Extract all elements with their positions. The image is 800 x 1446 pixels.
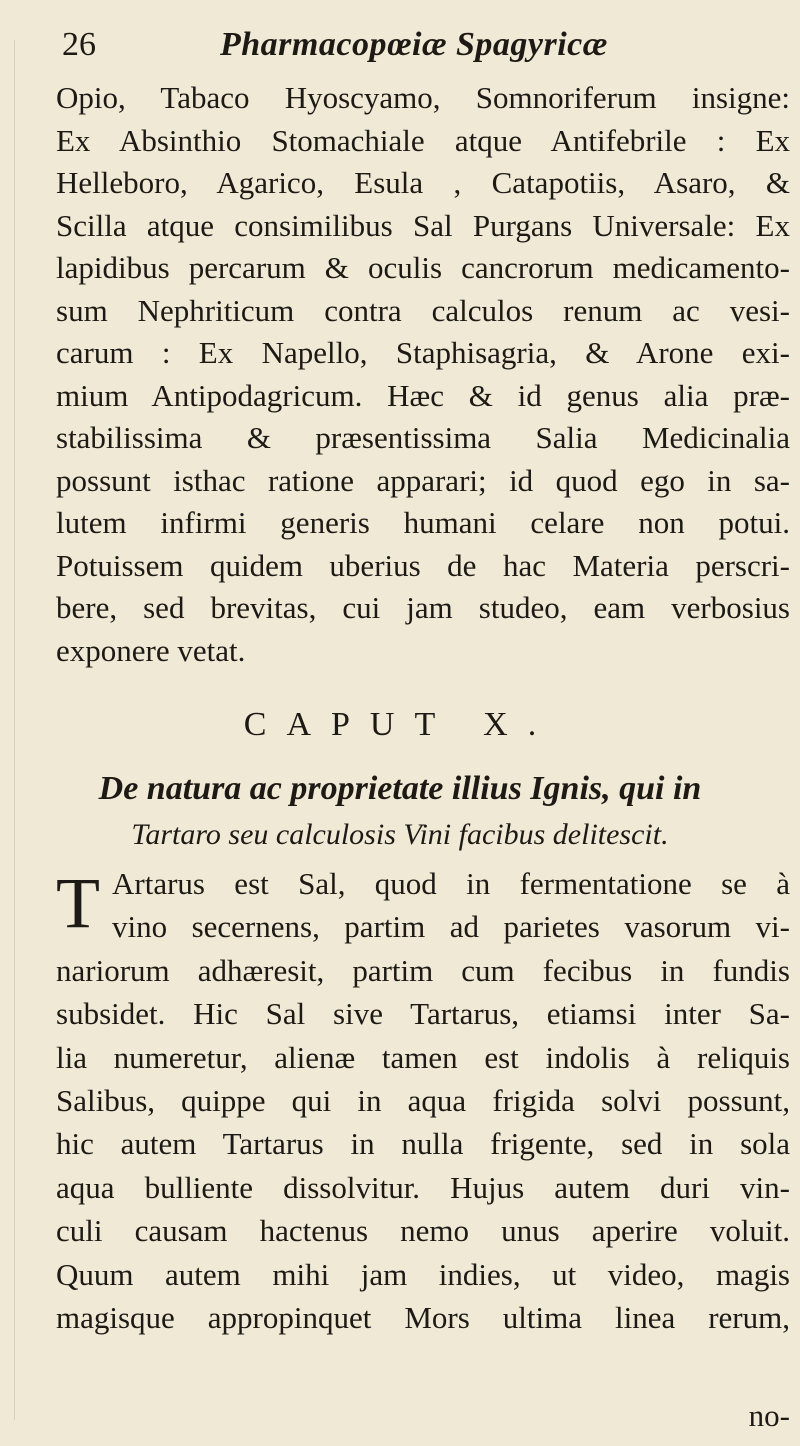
chapter-heading: [0, 706, 800, 744]
text-line: Scilla atque consimilibus Sal Purgans Universale: Ex: [56, 207, 790, 243]
text-line: stabilissima & præsentissima Salia Medicinalia: [56, 420, 790, 455]
text-line: Opio, Tabaco Hyoscyamo, Somnoriferum insigne:: [56, 80, 790, 115]
text-line: magisque appropinquet Mors ultima linea rerum,: [56, 1300, 790, 1335]
text-line: carum : Ex Napello, Staphisagria, & Arone exi-: [56, 335, 790, 370]
running-head: Pharmacopœiæ Spagyricæ: [220, 26, 608, 63]
text-line: Potuissem quidem uberius de hac Materia perscri-: [56, 547, 790, 583]
text-line: nariorum adhæresit, partim cum fecibus in fundis: [56, 952, 790, 988]
text-line: subsidet. Hic Sal sive Tartarus, etiamsi inter Sa-: [56, 996, 790, 1032]
text-line: possunt isthac ratione apparari; id quod ego in sa-: [56, 462, 790, 498]
text-line: lapidibus percarum & oculis cancrorum medicamento-: [56, 250, 790, 285]
text-line: exponere vetat.: [56, 632, 246, 668]
text-line: sum Nephriticum contra calculos renum ac vesi-: [56, 292, 790, 328]
catchword: no-: [748, 1398, 790, 1433]
text-line: Quum autem mihi jam indies, ut video, magis: [56, 1256, 790, 1292]
page-header: [62, 26, 760, 72]
text-line: lutem infirmi generis humani celare non potui.: [56, 505, 790, 540]
text-line: Helleboro, Agarico, Esula , Catapotiis, Asaro, &: [56, 165, 790, 200]
text-line: bere, sed brevitas, cui jam studeo, eam verbosius: [56, 590, 790, 625]
text-line: hic autem Tartarus in nulla frigente, sed in sola: [56, 1126, 790, 1162]
chapter-title-line-1: De natura ac proprietate illius Ignis, qui in: [98, 770, 702, 807]
text-line: Artarus est Sal, quod in fermentatione se à: [112, 866, 790, 901]
text-line: culi causam hactenus nemo unus aperire voluit.: [56, 1213, 790, 1249]
page-number: 26: [62, 26, 96, 63]
chapter-number: X.: [483, 706, 557, 743]
text-line: lia numeretur, alienæ tamen est indolis à reliquis: [56, 1039, 790, 1075]
text-line: mium Antipodagricum. Hæc & id genus alia præ-: [56, 377, 790, 413]
chapter-title-line-2: Tartaro seu calculosis Vini facibus delitescit.: [131, 818, 669, 851]
text-line: Ex Absinthio Stomachiale atque Antifebrile : Ex: [56, 122, 790, 158]
text-line: aqua bulliente dissolvitur. Hujus autem duri vin-: [56, 1169, 790, 1205]
caput-label: CAPUT: [243, 706, 455, 743]
text-line: Salibus, quippe qui in aqua frigida solvi possunt,: [56, 1083, 790, 1118]
text-line: vino secernens, partim ad parietes vasorum vi-: [112, 909, 790, 945]
drop-cap: T: [56, 863, 100, 943]
